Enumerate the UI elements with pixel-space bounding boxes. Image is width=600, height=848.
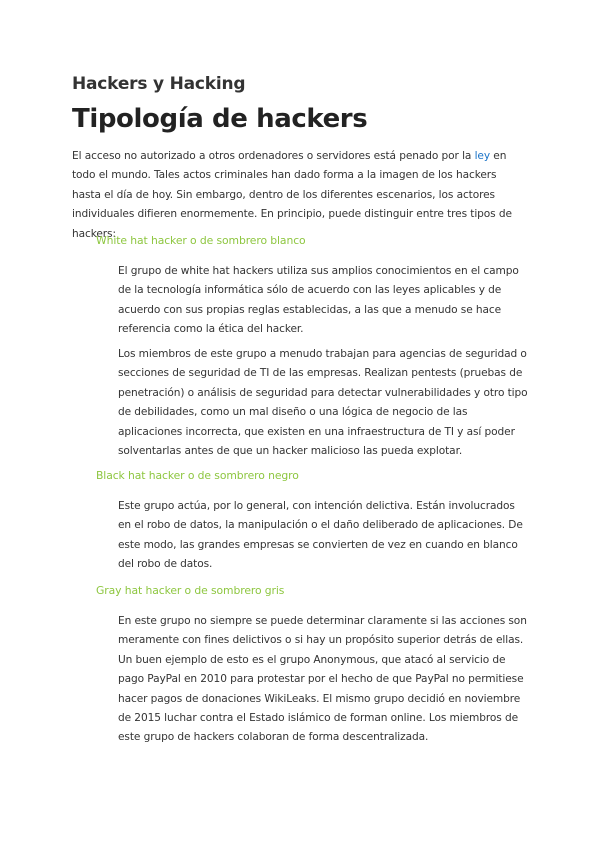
white-hat-paragraph-1: El grupo de white hat hackers utiliza sus amplios conocimientos en el campo de la tecnología informática sólo de acuerdo con las leyes aplicables y de acuerdo con sus propias reglas establecidas, a las que a menudo se hace referencia como la ética del hacker. <box>118 265 519 336</box>
ley-link[interactable]: ley <box>474 150 491 162</box>
intro-text-after: en todo el mundo. Tales actos criminales han dado forma a la imagen de los hackers hasta el día de hoy. Sin embargo, dentro de los diferentes escenarios, los actores individuales difieren enormemente. En principio, puede distinguir entre tres tipos de hackers: <box>72 150 512 240</box>
black-hat-paragraph-1: Este grupo actúa, por lo general, con intención delictiva. Están involucrados en el robo de datos, la manipulación o el daño deliberado de aplicaciones. De este modo, las grandes empresas se convierten de vez en cuando en blanco del robo de datos. <box>118 500 523 571</box>
document-subtitle: Hackers y Hacking <box>72 74 246 94</box>
section-heading-white-hat: White hat hacker o de sombrero blanco <box>96 234 306 247</box>
page-title: Tipología de hackers <box>72 104 368 134</box>
gray-hat-paragraph-1: En este grupo no siempre se puede determinar claramente si las acciones son meramente con fines delictivos o si hay un propósito superior detrás de ellas. Un buen ejemplo de esto es el grupo Anonymous, que atacó al servicio de pago PayPal en 2010 para protestar por el hecho de que PayPal no permitiese hacer pagos de donaciones WikiLeaks. El mismo grupo decidió en noviembre de 2015 luchar contra el Estado islámico de forman online. Los miembros de este grupo de hackers colaboran de forma descentralizada. <box>118 615 527 744</box>
section-heading-black-hat: Black hat hacker o de sombrero negro <box>96 469 299 482</box>
intro-text-before: El acceso no autorizado a otros ordenadores o servidores está penado por la <box>72 150 475 162</box>
section-heading-gray-hat: Gray hat hacker o de sombrero gris <box>96 584 285 597</box>
white-hat-paragraph-2: Los miembros de este grupo a menudo trabajan para agencias de seguridad o secciones de seguridad de TI de las empresas. Realizan pentests (pruebas de penetración) o análisis de seguridad para detectar vulnerabilidades y otro tipo de debilidades, como un mal diseño o una lógica de negocio de las aplicaciones incorrecta, que existen en una infraestructura de TI y así poder solventarlas antes de que un hacker malicioso las pueda explotar. <box>118 348 528 458</box>
intro-paragraph <box>72 147 512 244</box>
